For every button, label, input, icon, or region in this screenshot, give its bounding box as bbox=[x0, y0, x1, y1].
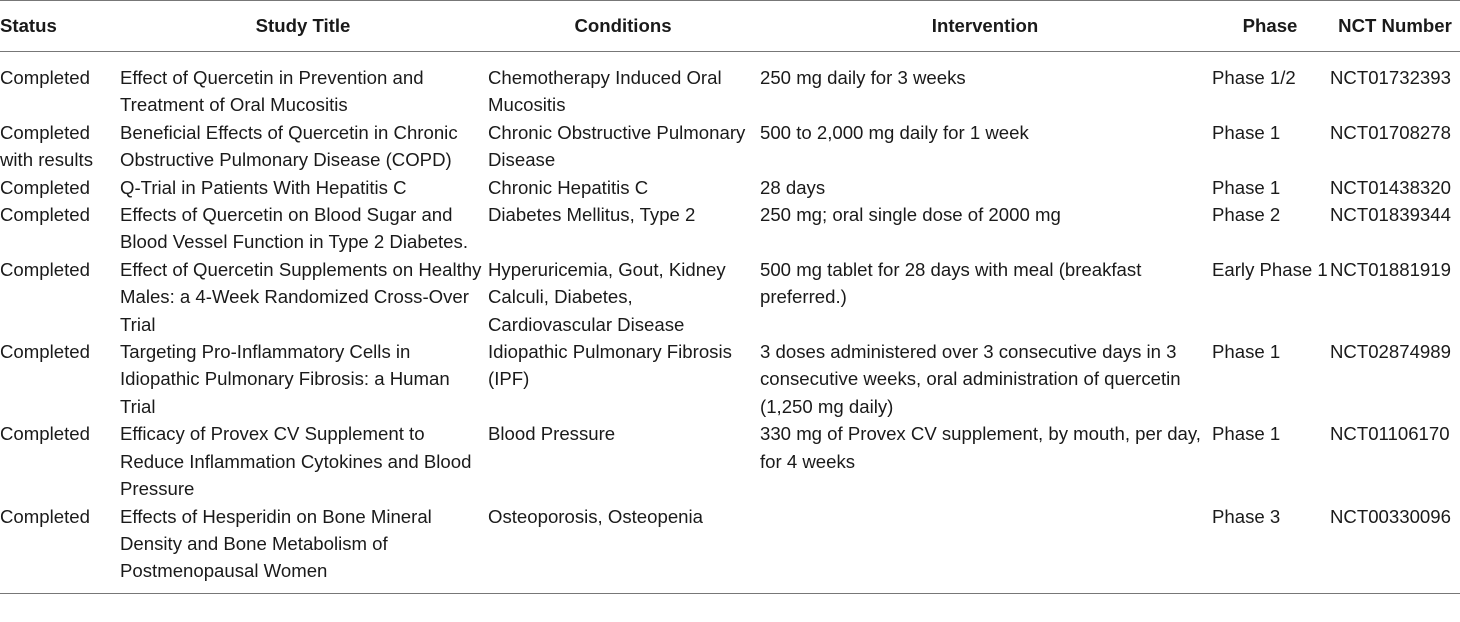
table-row bbox=[0, 174, 1460, 201]
header-row bbox=[0, 1, 1460, 52]
cell-nct-number: NCT01106170 bbox=[1330, 423, 1450, 445]
cell-nct-number: NCT00330096 bbox=[1330, 505, 1451, 527]
cell-study-title: Effect of Quercetin Supplements on Healthy Males: a 4-Week Randomized Cross-Over Trial bbox=[120, 258, 482, 335]
header-nct-number: NCT Number bbox=[1338, 15, 1452, 37]
cell-phase: Phase 2 bbox=[1212, 204, 1281, 226]
cell-conditions: Hyperuricemia, Gout, Kidney Calculi, Diabetes, Cardiovascular Disease bbox=[488, 258, 726, 335]
cell-phase: Phase 1 bbox=[1212, 423, 1281, 445]
cell-conditions: Chronic Hepatitis C bbox=[488, 176, 649, 198]
cell-phase: Phase 1 bbox=[1212, 176, 1281, 198]
cell-nct-number: NCT01839344 bbox=[1330, 204, 1451, 226]
cell-phase: Phase 1 bbox=[1212, 121, 1281, 143]
cell-study-title: Efficacy of Provex CV Supplement to Reduce Inflammation Cytokines and Blood Pressure bbox=[120, 423, 472, 500]
cell-intervention bbox=[758, 503, 1210, 594]
table-row bbox=[0, 338, 1460, 420]
table-row bbox=[0, 52, 1460, 119]
cell-intervention: 28 days bbox=[760, 176, 826, 198]
table-row bbox=[0, 420, 1460, 502]
cell-study-title: Q-Trial in Patients With Hepatitis C bbox=[120, 176, 407, 198]
cell-nct-number: NCT01438320 bbox=[1330, 176, 1451, 198]
header-phase: Phase bbox=[1242, 15, 1298, 37]
cell-intervention: 3 doses administered over 3 consecutive days in 3 consecutive weeks, oral administration of quercetin (1,250 mg daily) bbox=[760, 341, 1181, 417]
cell-conditions: Diabetes Mellitus, Type 2 bbox=[488, 204, 696, 226]
table-row bbox=[0, 201, 1460, 256]
cell-conditions: Chronic Obstructive Pulmonary Disease bbox=[488, 121, 746, 171]
cell-nct-number: NCT01881919 bbox=[1330, 258, 1451, 280]
cell-conditions: Idiopathic Pulmonary Fibrosis (IPF) bbox=[488, 341, 732, 390]
cell-phase: Early Phase 1 bbox=[1212, 258, 1328, 280]
cell-status: Completed bbox=[0, 176, 90, 198]
header-status: Status bbox=[0, 15, 57, 37]
table-header bbox=[0, 1, 1460, 52]
cell-study-title: Effects of Quercetin on Blood Sugar and Blood Vessel Function in Type 2 Diabetes. bbox=[120, 204, 468, 253]
table-body bbox=[0, 52, 1460, 594]
cell-status: Completed bbox=[0, 505, 90, 527]
cell-intervention: 250 mg daily for 3 weeks bbox=[760, 67, 966, 88]
cell-status: Completed bbox=[0, 258, 90, 280]
cell-study-title: Effect of Quercetin in Prevention and Treatment of Oral Mucositis bbox=[120, 67, 424, 116]
header-conditions: Conditions bbox=[574, 15, 672, 37]
cell-conditions: Blood Pressure bbox=[488, 423, 616, 445]
cell-study-title: Beneficial Effects of Quercetin in Chronic Obstructive Pulmonary Disease (COPD) bbox=[120, 121, 458, 171]
cell-phase: Phase 1/2 bbox=[1212, 67, 1296, 88]
header-study-title: Study Title bbox=[255, 15, 351, 37]
cell-status: Completed bbox=[0, 67, 90, 88]
cell-intervention: 330 mg of Provex CV supplement, by mouth, per day, for 4 weeks bbox=[760, 423, 1201, 472]
cell-conditions: Osteoporosis, Osteopenia bbox=[488, 505, 703, 527]
cell-nct-number: NCT02874989 bbox=[1330, 341, 1451, 363]
table-row bbox=[0, 503, 1460, 594]
cell-nct-number: NCT01732393 bbox=[1330, 67, 1451, 88]
cell-status: Completed bbox=[0, 341, 90, 363]
cell-conditions: Chemotherapy Induced Oral Mucositis bbox=[488, 67, 722, 116]
cell-phase: Phase 3 bbox=[1212, 505, 1281, 527]
cell-intervention: 500 mg tablet for 28 days with meal (breakfast preferred.) bbox=[760, 258, 1142, 308]
cell-study-title: Effects of Hesperidin on Bone Mineral Density and Bone Metabolism of Postmenopausal Women bbox=[120, 505, 432, 582]
cell-phase: Phase 1 bbox=[1212, 341, 1281, 363]
cell-study-title: Targeting Pro-Inflammatory Cells in Idiopathic Pulmonary Fibrosis: a Human Trial bbox=[120, 341, 450, 417]
cell-status: Completed bbox=[0, 204, 90, 226]
cell-intervention: 250 mg; oral single dose of 2000 mg bbox=[760, 204, 1061, 226]
header-intervention: Intervention bbox=[931, 15, 1039, 37]
cell-nct-number: NCT01708278 bbox=[1330, 121, 1451, 143]
cell-intervention: 500 to 2,000 mg daily for 1 week bbox=[760, 121, 1029, 143]
table-row bbox=[0, 256, 1460, 338]
cell-status: Completed with results bbox=[0, 121, 93, 171]
table-row bbox=[0, 119, 1460, 174]
cell-status: Completed bbox=[0, 423, 90, 445]
